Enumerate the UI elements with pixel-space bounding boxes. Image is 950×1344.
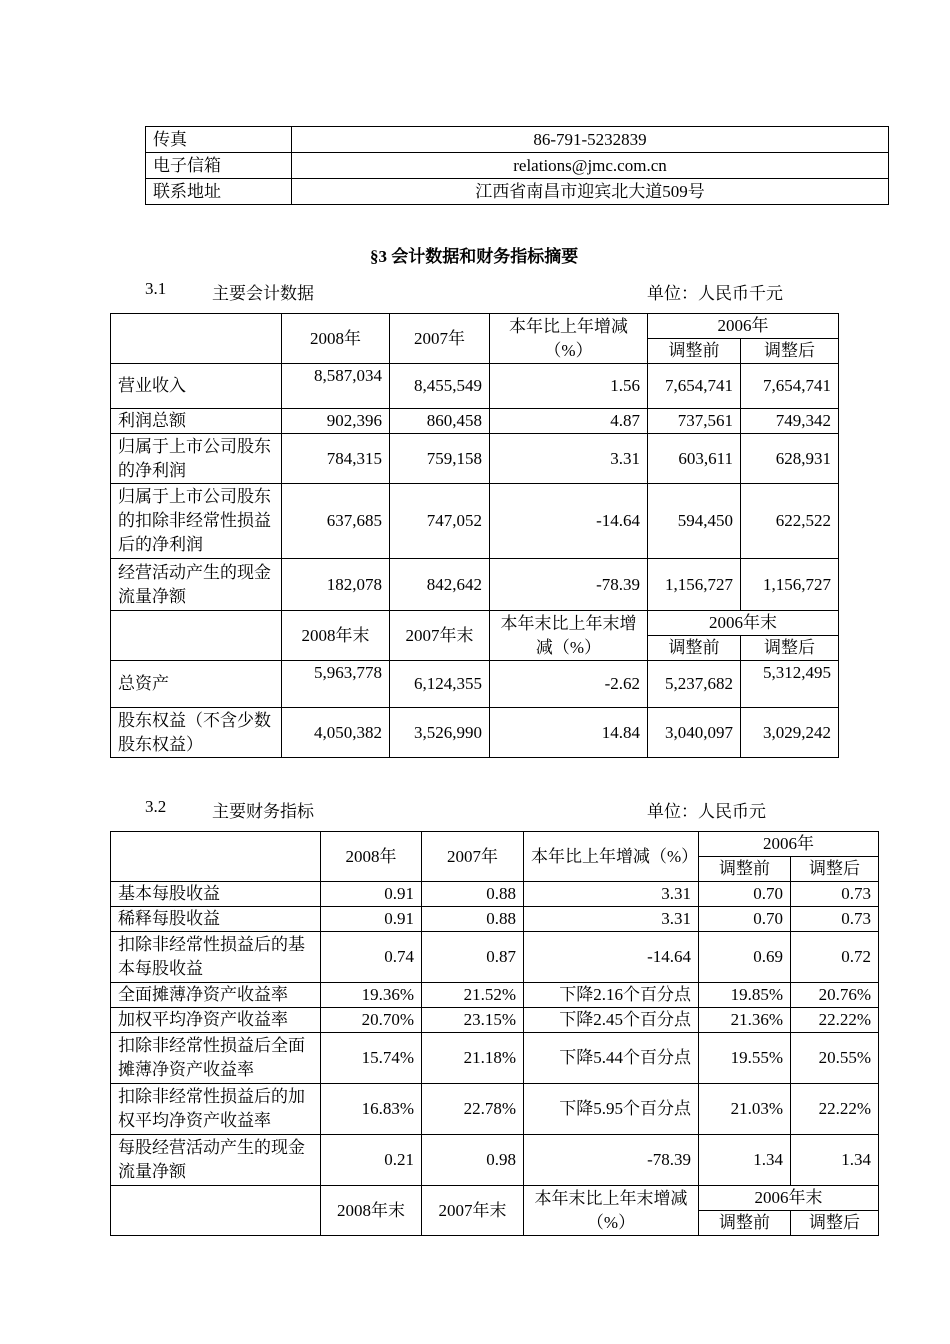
cell-before: 594,450 [648, 484, 741, 559]
header-2007: 2007年 [422, 832, 524, 882]
cell-2008: 8,587,034 [282, 364, 390, 409]
cell-before: 7,654,741 [648, 364, 741, 409]
table-row [111, 559, 839, 611]
header-before-adjust: 调整前 [648, 339, 741, 364]
cell-before: 19.55% [699, 1033, 791, 1084]
table-row [111, 708, 839, 758]
cell-after: 7,654,741 [741, 364, 839, 409]
cell-2007: 21.52% [422, 983, 524, 1008]
cell-after: 1.34 [791, 1135, 879, 1186]
table-row [146, 179, 889, 205]
cell-before: 603,611 [648, 434, 741, 484]
header-2006-end: 2006年末 [648, 611, 839, 636]
row-label: 归属于上市公司股东的净利润 [111, 434, 282, 484]
cell-after: 20.76% [791, 983, 879, 1008]
header-change-end: 本年末比上年末增减（%） [524, 1186, 699, 1236]
cell-before: 1.34 [699, 1135, 791, 1186]
cell-change: 3.31 [524, 882, 699, 907]
header-after-adjust: 调整后 [791, 857, 879, 882]
section-title: §3 会计数据和财务指标摘要 [370, 247, 579, 266]
subsection-title: 主要会计数据 [212, 284, 314, 303]
header-change-end: 本年末比上年末增减（%） [490, 611, 648, 661]
cell-after: 22.22% [791, 1008, 879, 1033]
subsection-number: 3.1 [145, 279, 167, 298]
row-label: 归属于上市公司股东的扣除非经常性损益后的净利润 [111, 484, 282, 559]
cell-2007: 22.78% [422, 1084, 524, 1135]
table-row [111, 1135, 879, 1186]
row-label: 基本每股收益 [111, 882, 321, 907]
table-row [111, 364, 839, 409]
table-row [111, 1084, 879, 1135]
cell-before: 0.70 [699, 907, 791, 932]
cell-2007: 0.87 [422, 932, 524, 983]
cell-after: 0.73 [791, 907, 879, 932]
contact-value: 江西省南昌市迎宾北大道509号 [292, 179, 889, 205]
cell-change: 3.31 [490, 434, 648, 484]
cell-after: 622,522 [741, 484, 839, 559]
cell-2008: 16.83% [321, 1084, 422, 1135]
cell-2007: 0.88 [422, 907, 524, 932]
header-blank [111, 832, 321, 882]
cell-change: -78.39 [524, 1135, 699, 1186]
cell-before: 21.03% [699, 1084, 791, 1135]
table-row [111, 661, 839, 708]
cell-change: 1.56 [490, 364, 648, 409]
cell-2008: 0.74 [321, 932, 422, 983]
cell-2008: 0.21 [321, 1135, 422, 1186]
header-2006-end: 2006年末 [699, 1186, 879, 1211]
cell-before: 3,040,097 [648, 708, 741, 758]
table-row [111, 882, 879, 907]
cell-after: 5,312,495 [741, 661, 839, 708]
cell-2008: 15.74% [321, 1033, 422, 1084]
cell-after: 22.22% [791, 1084, 879, 1135]
cell-2007: 21.18% [422, 1033, 524, 1084]
cell-2008: 4,050,382 [282, 708, 390, 758]
row-label: 利润总额 [111, 409, 282, 434]
header-2006: 2006年 [648, 314, 839, 339]
cell-2008: 20.70% [321, 1008, 422, 1033]
row-label: 营业收入 [111, 364, 282, 409]
row-label: 经营活动产生的现金流量净额 [111, 559, 282, 611]
cell-change: 下降5.44个百分点 [524, 1033, 699, 1084]
cell-2007: 0.98 [422, 1135, 524, 1186]
row-label: 扣除非经常性损益后的加权平均净资产收益率 [111, 1084, 321, 1135]
table-row [146, 127, 889, 153]
table-row [111, 484, 839, 559]
row-label: 全面摊薄净资产收益率 [111, 983, 321, 1008]
cell-after: 1,156,727 [741, 559, 839, 611]
contact-value: 86-791-5232839 [292, 127, 889, 153]
cell-2007: 3,526,990 [390, 708, 490, 758]
cell-before: 19.85% [699, 983, 791, 1008]
table-row [111, 932, 879, 983]
cell-2008: 5,963,778 [282, 661, 390, 708]
header-before-adjust: 调整前 [648, 636, 741, 661]
table-header-row [111, 314, 839, 339]
row-label: 总资产 [111, 661, 282, 708]
cell-change: 下降2.45个百分点 [524, 1008, 699, 1033]
cell-2008: 784,315 [282, 434, 390, 484]
table-row [111, 409, 839, 434]
cell-change: -14.64 [524, 932, 699, 983]
table-row [111, 1033, 879, 1084]
header-2007-end: 2007年末 [390, 611, 490, 661]
contact-label: 电子信箱 [146, 153, 292, 179]
cell-change: 3.31 [524, 907, 699, 932]
unit-label: 单位：人民币元 [647, 802, 766, 821]
cell-2008: 902,396 [282, 409, 390, 434]
row-label: 股东权益（不含少数股东权益） [111, 708, 282, 758]
cell-after: 3,029,242 [741, 708, 839, 758]
header-2008-end: 2008年末 [282, 611, 390, 661]
header-blank [111, 1186, 321, 1236]
cell-2007: 6,124,355 [390, 661, 490, 708]
cell-change: -2.62 [490, 661, 648, 708]
cell-2007: 23.15% [422, 1008, 524, 1033]
cell-2008: 19.36% [321, 983, 422, 1008]
header-before-adjust: 调整前 [699, 857, 791, 882]
subsection-title: 主要财务指标 [212, 802, 314, 821]
table-row [146, 153, 889, 179]
table-row [111, 983, 879, 1008]
header-change: 本年比上年增减（%） [490, 314, 648, 364]
table-row [111, 434, 839, 484]
cell-2007: 842,642 [390, 559, 490, 611]
cell-2007: 0.88 [422, 882, 524, 907]
header-2007: 2007年 [390, 314, 490, 364]
header-2006: 2006年 [699, 832, 879, 857]
header-after-adjust: 调整后 [791, 1211, 879, 1236]
cell-change: 下降5.95个百分点 [524, 1084, 699, 1135]
table-header-row [111, 832, 879, 857]
table-row [111, 1008, 879, 1033]
header-before-adjust: 调整前 [699, 1211, 791, 1236]
row-label: 加权平均净资产收益率 [111, 1008, 321, 1033]
cell-before: 0.69 [699, 932, 791, 983]
cell-after: 749,342 [741, 409, 839, 434]
header-2008: 2008年 [321, 832, 422, 882]
table-header-row [111, 611, 839, 636]
row-label: 每股经营活动产生的现金流量净额 [111, 1135, 321, 1186]
cell-before: 0.70 [699, 882, 791, 907]
header-2008-end: 2008年末 [321, 1186, 422, 1236]
cell-2008: 182,078 [282, 559, 390, 611]
cell-2008: 0.91 [321, 882, 422, 907]
cell-2008: 0.91 [321, 907, 422, 932]
cell-2008: 637,685 [282, 484, 390, 559]
row-label: 稀释每股收益 [111, 907, 321, 932]
accounting-data-table [110, 313, 839, 758]
cell-2007: 759,158 [390, 434, 490, 484]
cell-before: 1,156,727 [648, 559, 741, 611]
cell-after: 0.73 [791, 882, 879, 907]
cell-2007: 860,458 [390, 409, 490, 434]
cell-before: 5,237,682 [648, 661, 741, 708]
header-2007-end: 2007年末 [422, 1186, 524, 1236]
table-header-row [111, 1186, 879, 1211]
cell-2007: 8,455,549 [390, 364, 490, 409]
unit-label: 单位：人民币千元 [647, 284, 783, 303]
header-2008: 2008年 [282, 314, 390, 364]
row-label: 扣除非经常性损益后全面摊薄净资产收益率 [111, 1033, 321, 1084]
header-after-adjust: 调整后 [741, 339, 839, 364]
cell-2007: 747,052 [390, 484, 490, 559]
cell-before: 737,561 [648, 409, 741, 434]
contact-label: 传真 [146, 127, 292, 153]
cell-change: 14.84 [490, 708, 648, 758]
header-after-adjust: 调整后 [741, 636, 839, 661]
cell-change: 下降2.16个百分点 [524, 983, 699, 1008]
header-change: 本年比上年增减（%） [524, 832, 699, 882]
contact-table [145, 126, 889, 205]
contact-value: relations@jmc.com.cn [292, 153, 889, 179]
header-blank [111, 314, 282, 364]
cell-change: -78.39 [490, 559, 648, 611]
financial-indicators-table [110, 831, 879, 1236]
cell-before: 21.36% [699, 1008, 791, 1033]
cell-after: 628,931 [741, 434, 839, 484]
subsection-number: 3.2 [145, 797, 167, 816]
header-blank [111, 611, 282, 661]
table-row [111, 907, 879, 932]
contact-label: 联系地址 [146, 179, 292, 205]
cell-after: 20.55% [791, 1033, 879, 1084]
cell-change: -14.64 [490, 484, 648, 559]
cell-change: 4.87 [490, 409, 648, 434]
row-label: 扣除非经常性损益后的基本每股收益 [111, 932, 321, 983]
cell-after: 0.72 [791, 932, 879, 983]
